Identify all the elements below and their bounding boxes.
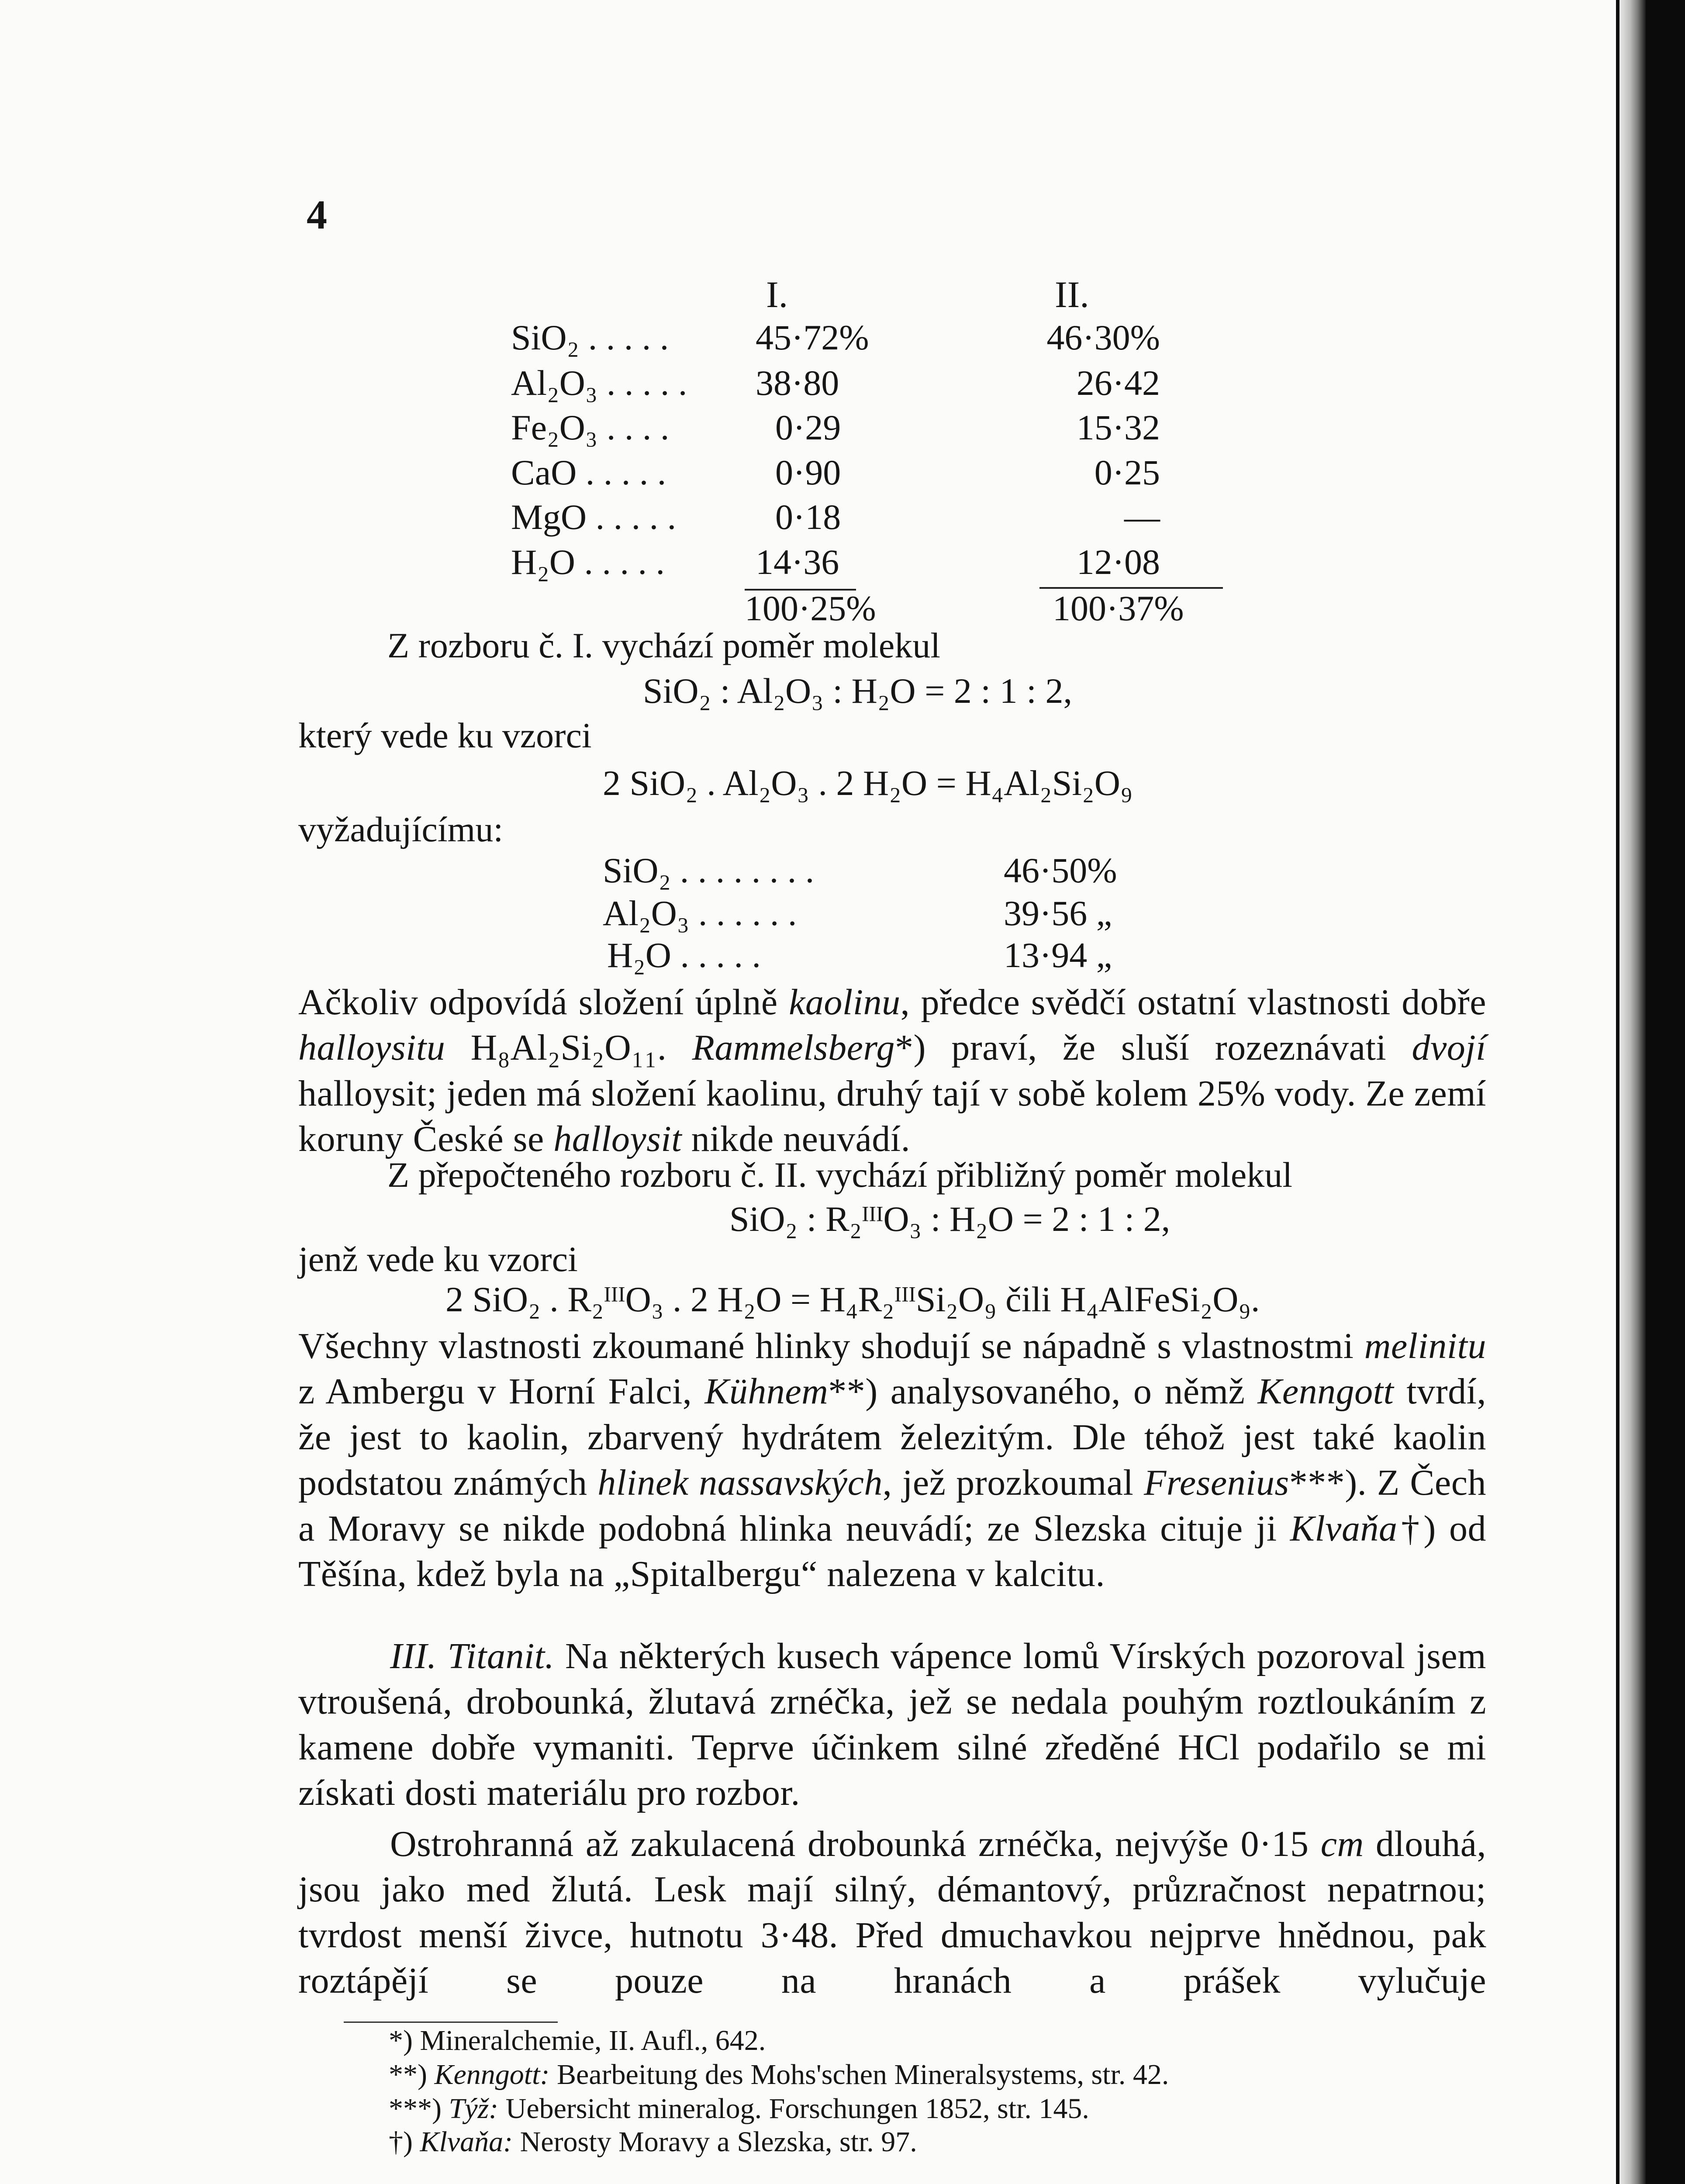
text-run: z Ambergu v Horní Falci, [298,1371,705,1412]
footnote-mark: †) [389,2126,413,2158]
italic-author: Klvaňa [1290,1508,1398,1549]
text-run: †) od Těšína, kdež byla na „Spitalbergu“ nalezena v kalcitu. [298,1508,1486,1595]
text-run: , jež prozkoumal [882,1462,1144,1503]
paragraph [298,1324,1486,1642]
req-row-label: SiO₂ . . . . . . . . [603,850,815,890]
italic-term: melinitu [1364,1326,1486,1366]
text-run: , předce svědčí ostatní vlastnosti dobře [900,982,1487,1023]
text-line: Z přepočteného rozboru č. II. vychází přibližný poměr molekul [387,1155,1293,1195]
footnote-author: Kenngott: [434,2059,550,2091]
column-header-2: II. [1055,273,1089,315]
footnote-mark: *) [389,2025,413,2056]
text-line: který vede ku vzorci [298,715,592,755]
footnote [389,2024,766,2057]
req-row-value: 46·50% [1004,850,1117,890]
italic-term: hlinek nassavských [597,1462,883,1503]
footnote-text: Mineralchemie, II. Aufl., 642. [420,2025,766,2056]
italic-author: Kenngott [1257,1371,1394,1412]
table-row-label: SiO₂ . . . . . [511,318,669,357]
italic-author: Kühnem [704,1371,829,1412]
table-cell-value2: 12·08 [1076,542,1160,582]
table-cell-value2: 0·25 [1094,453,1160,492]
chemical-formula: 2 SiO₂ . R₂ᴵᴵᴵO₃ . 2 H₂O = H₄R₂ᴵᴵᴵSi₂O₉ čili H₄AlFeSi₂O₉. [445,1279,1260,1319]
table-cell-value2: 15·32 [1076,408,1160,447]
req-row-label: Al₂O₃ . . . . . . [603,893,797,933]
table-cell-value1: 14·36 [756,542,839,582]
scan-edge-strip [1616,0,1685,2184]
italic-unit: cm [1320,1824,1364,1864]
table-row-label: Al₂O₃ . . . . . [511,363,687,403]
text-run: Na některých kusech vápence lomů Vírských pozoroval jsem vtroušená, drobounká, žlutavá zrnéčka, jež se nedala pouhým roztloukáním z kamene dobře vymaniti. Teprve účinkem silné zředěné HCl podařilo se mi získati dosti materiálu pro rozbor. [298,1636,1486,1814]
footnote [389,2125,917,2159]
footnote-mark: ***) [389,2093,442,2125]
text-run: H₈Al₂Si₂O₁₁. [445,1027,692,1068]
req-row-label: H₂O . . . . . [607,935,761,975]
text-run: dlouhá, jsou jako med žlutá. Lesk mají silný, démantový, průzračnost nepatrnou; tvrdost menší živce, hutnotu 3·48. Před dmuchavkou nejprve hnědnou, pak roztápějí se pouze na hranách a prášek vylučuje [298,1824,1487,2001]
text-line: Z rozboru č. I. vychází poměr molekul [387,625,940,665]
footnote-text: Bearbeitung des Mohs'schen Mineralsystems, str. 42. [549,2059,1169,2091]
footnote-text: Nerosty Moravy a Slezska, str. 97. [513,2126,917,2158]
table-row-label: H₂O . . . . . [511,542,665,582]
table-cell-value2: 46·30% [1046,318,1160,357]
table-cell-value1: 0·90 [775,453,841,492]
table-row-label: MgO . . . . . [511,497,677,537]
table-cell-value1: 0·29 [775,408,841,447]
page-edge-shadow [1619,0,1646,2184]
table-cell-value1: 45·72% [756,318,869,357]
table-cell-value1: 38·80 [756,363,839,403]
chemical-formula: 2 SiO₂ . Al₂O₃ . 2 H₂O = H₄Al₂Si₂O₉ [603,763,1133,803]
italic-term: halloysit [553,1119,682,1160]
table-cell-value1: 0·18 [775,497,841,537]
footnote-author: Klvaňa: [420,2126,513,2158]
text-run: Ačkoliv odpovídá složení úplně [298,982,789,1023]
table-cell-value2: 26·42 [1076,363,1160,403]
footnote-mark: **) [389,2059,427,2091]
italic-term: halloysitu [298,1027,445,1068]
footnote-text: Uebersicht mineralog. Forschungen 1852, str. 145. [498,2093,1089,2125]
table-total-1: 100·25% [745,588,876,628]
table-total-2: 100·37% [1053,588,1184,628]
text-run: nikde neuvádí. [682,1119,911,1160]
table-row-label: CaO . . . . . [511,453,666,492]
footnote [389,2058,1169,2091]
italic-author: Fresenius [1144,1462,1289,1503]
req-row-value: 13·94 „ [1004,935,1112,975]
req-row-value: 39·56 „ [1004,893,1112,933]
italic-term: kaolinu [789,982,901,1023]
page-number: 4 [307,192,327,238]
text-run: Všechny vlastnosti zkoumané hlinky shodují se nápadně s vlastnostmi [298,1326,1364,1366]
text-run: **) analysovaného, o němž [828,1371,1258,1412]
ratio-formula: SiO₂ : R₂ᴵᴵᴵO₃ : H₂O = 2 : 1 : 2, [729,1199,1171,1239]
text-run: tvrdí, že jest to kaolin, zbarvený hydrátem železitým. Dle téhož jest také kaolin podstatou známých [298,1371,1486,1503]
footnote-rule [344,2022,558,2023]
text-line: jenž vede ku vzorci [298,1239,578,1279]
footnote [389,2092,1089,2125]
text-run: Ostrohranná až zakulacená drobounká zrnéčka, nejvýše 0·15 [390,1824,1321,1864]
footnote-author: Týž: [449,2093,499,2125]
text-run: *) praví, že sluší rozeznávati [894,1027,1412,1068]
italic-author: Rammelsberg [692,1027,895,1068]
text-run: ***). Z Čech a Moravy se nikde podobná hlinka neuvádí; ze Slezska cituje ji [298,1462,1486,1549]
ratio-formula: SiO₂ : Al₂O₃ : H₂O = 2 : 1 : 2, [643,671,1072,711]
paragraph [298,1634,1486,1817]
table-cell-value2: — [1124,497,1160,537]
section-heading: III. Titanit. [390,1636,555,1676]
paragraph [298,1821,1486,2009]
text-line: vyžadujícímu: [298,809,504,849]
italic-term: dvojí [1412,1027,1486,1068]
column-header-1: I. [766,273,788,315]
text-run: halloysit; jeden má složení kaolinu, druhý tají v sobě kolem 25% vody. Ze zemí koruny České se [298,1073,1486,1160]
table-row-label: Fe₂O₃ . . . . [511,408,670,447]
